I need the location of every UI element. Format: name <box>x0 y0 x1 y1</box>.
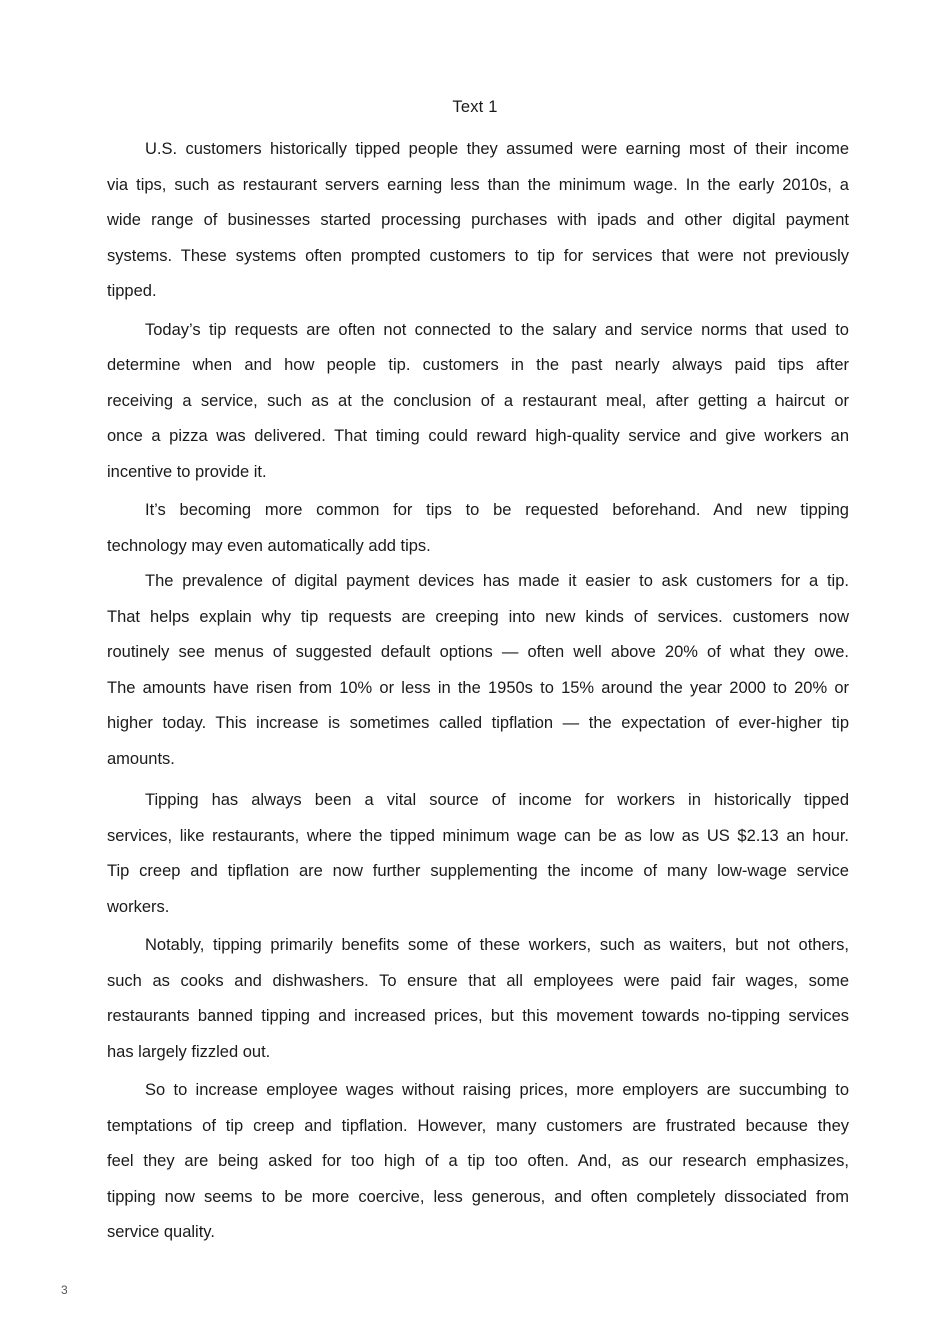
text-line: feel they are being asked for too high of a tip too often. And, as our research emphasizes, <box>107 1152 849 1170</box>
text-line: The prevalence of digital payment devices has made it easier to ask customers for a tip. <box>145 572 849 590</box>
text-line: such as cooks and dishwashers. To ensure that all employees were paid fair wages, some <box>107 971 849 990</box>
paragraph-7 <box>107 1078 849 1256</box>
text-line: technology may even automatically add tips. <box>107 536 431 555</box>
paragraph-6 <box>107 933 849 1075</box>
text-line: incentive to provide it. <box>107 462 267 481</box>
paragraph-4 <box>107 569 849 782</box>
text-line: The amounts have risen from 10% or less in the 1950s to 15% around the year 2000 to 20% or <box>107 678 849 697</box>
text-line: U.S. customers historically tipped people they assumed were earning most of their income <box>145 140 849 158</box>
paragraph-1 <box>107 137 849 315</box>
text-line: routinely see menus of suggested default options — often well above 20% of what they owe. <box>107 643 849 661</box>
text-line: tipped. <box>107 282 157 300</box>
paragraph-2 <box>107 318 849 496</box>
text-line: That helps explain why tip requests are creeping into new kinds of services. customers now <box>107 607 849 626</box>
text-line: has largely fizzled out. <box>107 1042 271 1061</box>
paragraph-3 <box>107 498 849 569</box>
text-line: restaurants banned tipping and increased prices, but this movement towards no-tipping services <box>107 1007 849 1025</box>
text-line: higher today. This increase is sometimes called tipflation — the expectation of ever-higher tip <box>107 714 849 732</box>
text-line: So to increase employee wages without raising prices, more employers are succumbing to <box>145 1081 849 1099</box>
text-line: workers. <box>107 897 170 916</box>
text-line: determine when and how people tip. customers in the past nearly always paid tips after <box>107 356 849 374</box>
text-line: tipping now seems to be more coercive, less generous, and often completely dissociated from <box>107 1187 849 1206</box>
text-line: It’s becoming more common for tips to be requested beforehand. And new tipping <box>145 501 849 519</box>
text-line: services, like restaurants, where the tipped minimum wage can be as low as US $2.13 an hour. <box>107 826 849 845</box>
text-line: systems. These systems often prompted customers to tip for services that were not previously <box>107 246 849 265</box>
text-line: service quality. <box>107 1223 215 1241</box>
text-line: Tipping has always been a vital source of income for workers in historically tipped <box>145 791 849 809</box>
paragraph-5 <box>107 788 849 930</box>
text-line: temptations of tip creep and tipflation. However, many customers are frustrated because they <box>107 1116 849 1135</box>
page-number: 3 <box>61 1283 68 1297</box>
text-line: amounts. <box>107 749 175 768</box>
document-title: Text 1 <box>452 98 498 116</box>
document-body <box>107 137 849 1256</box>
text-line: via tips, such as restaurant servers earning less than the minimum wage. In the early 2010s, a <box>107 175 849 194</box>
text-line: wide range of businesses started processing purchases with ipads and other digital payment <box>107 211 849 229</box>
text-line: Today’s tip requests are often not connected to the salary and service norms that used to <box>145 320 849 339</box>
text-line: receiving a service, such as at the conclusion of a restaurant meal, after getting a haircut or <box>107 391 849 410</box>
text-line: once a pizza was delivered. That timing could reward high-quality service and give workers an <box>107 427 849 445</box>
text-line: Notably, tipping primarily benefits some of these workers, such as waiters, but not others, <box>145 936 849 954</box>
text-line: Tip creep and tipflation are now further supplementing the income of many low-wage service <box>107 862 849 880</box>
